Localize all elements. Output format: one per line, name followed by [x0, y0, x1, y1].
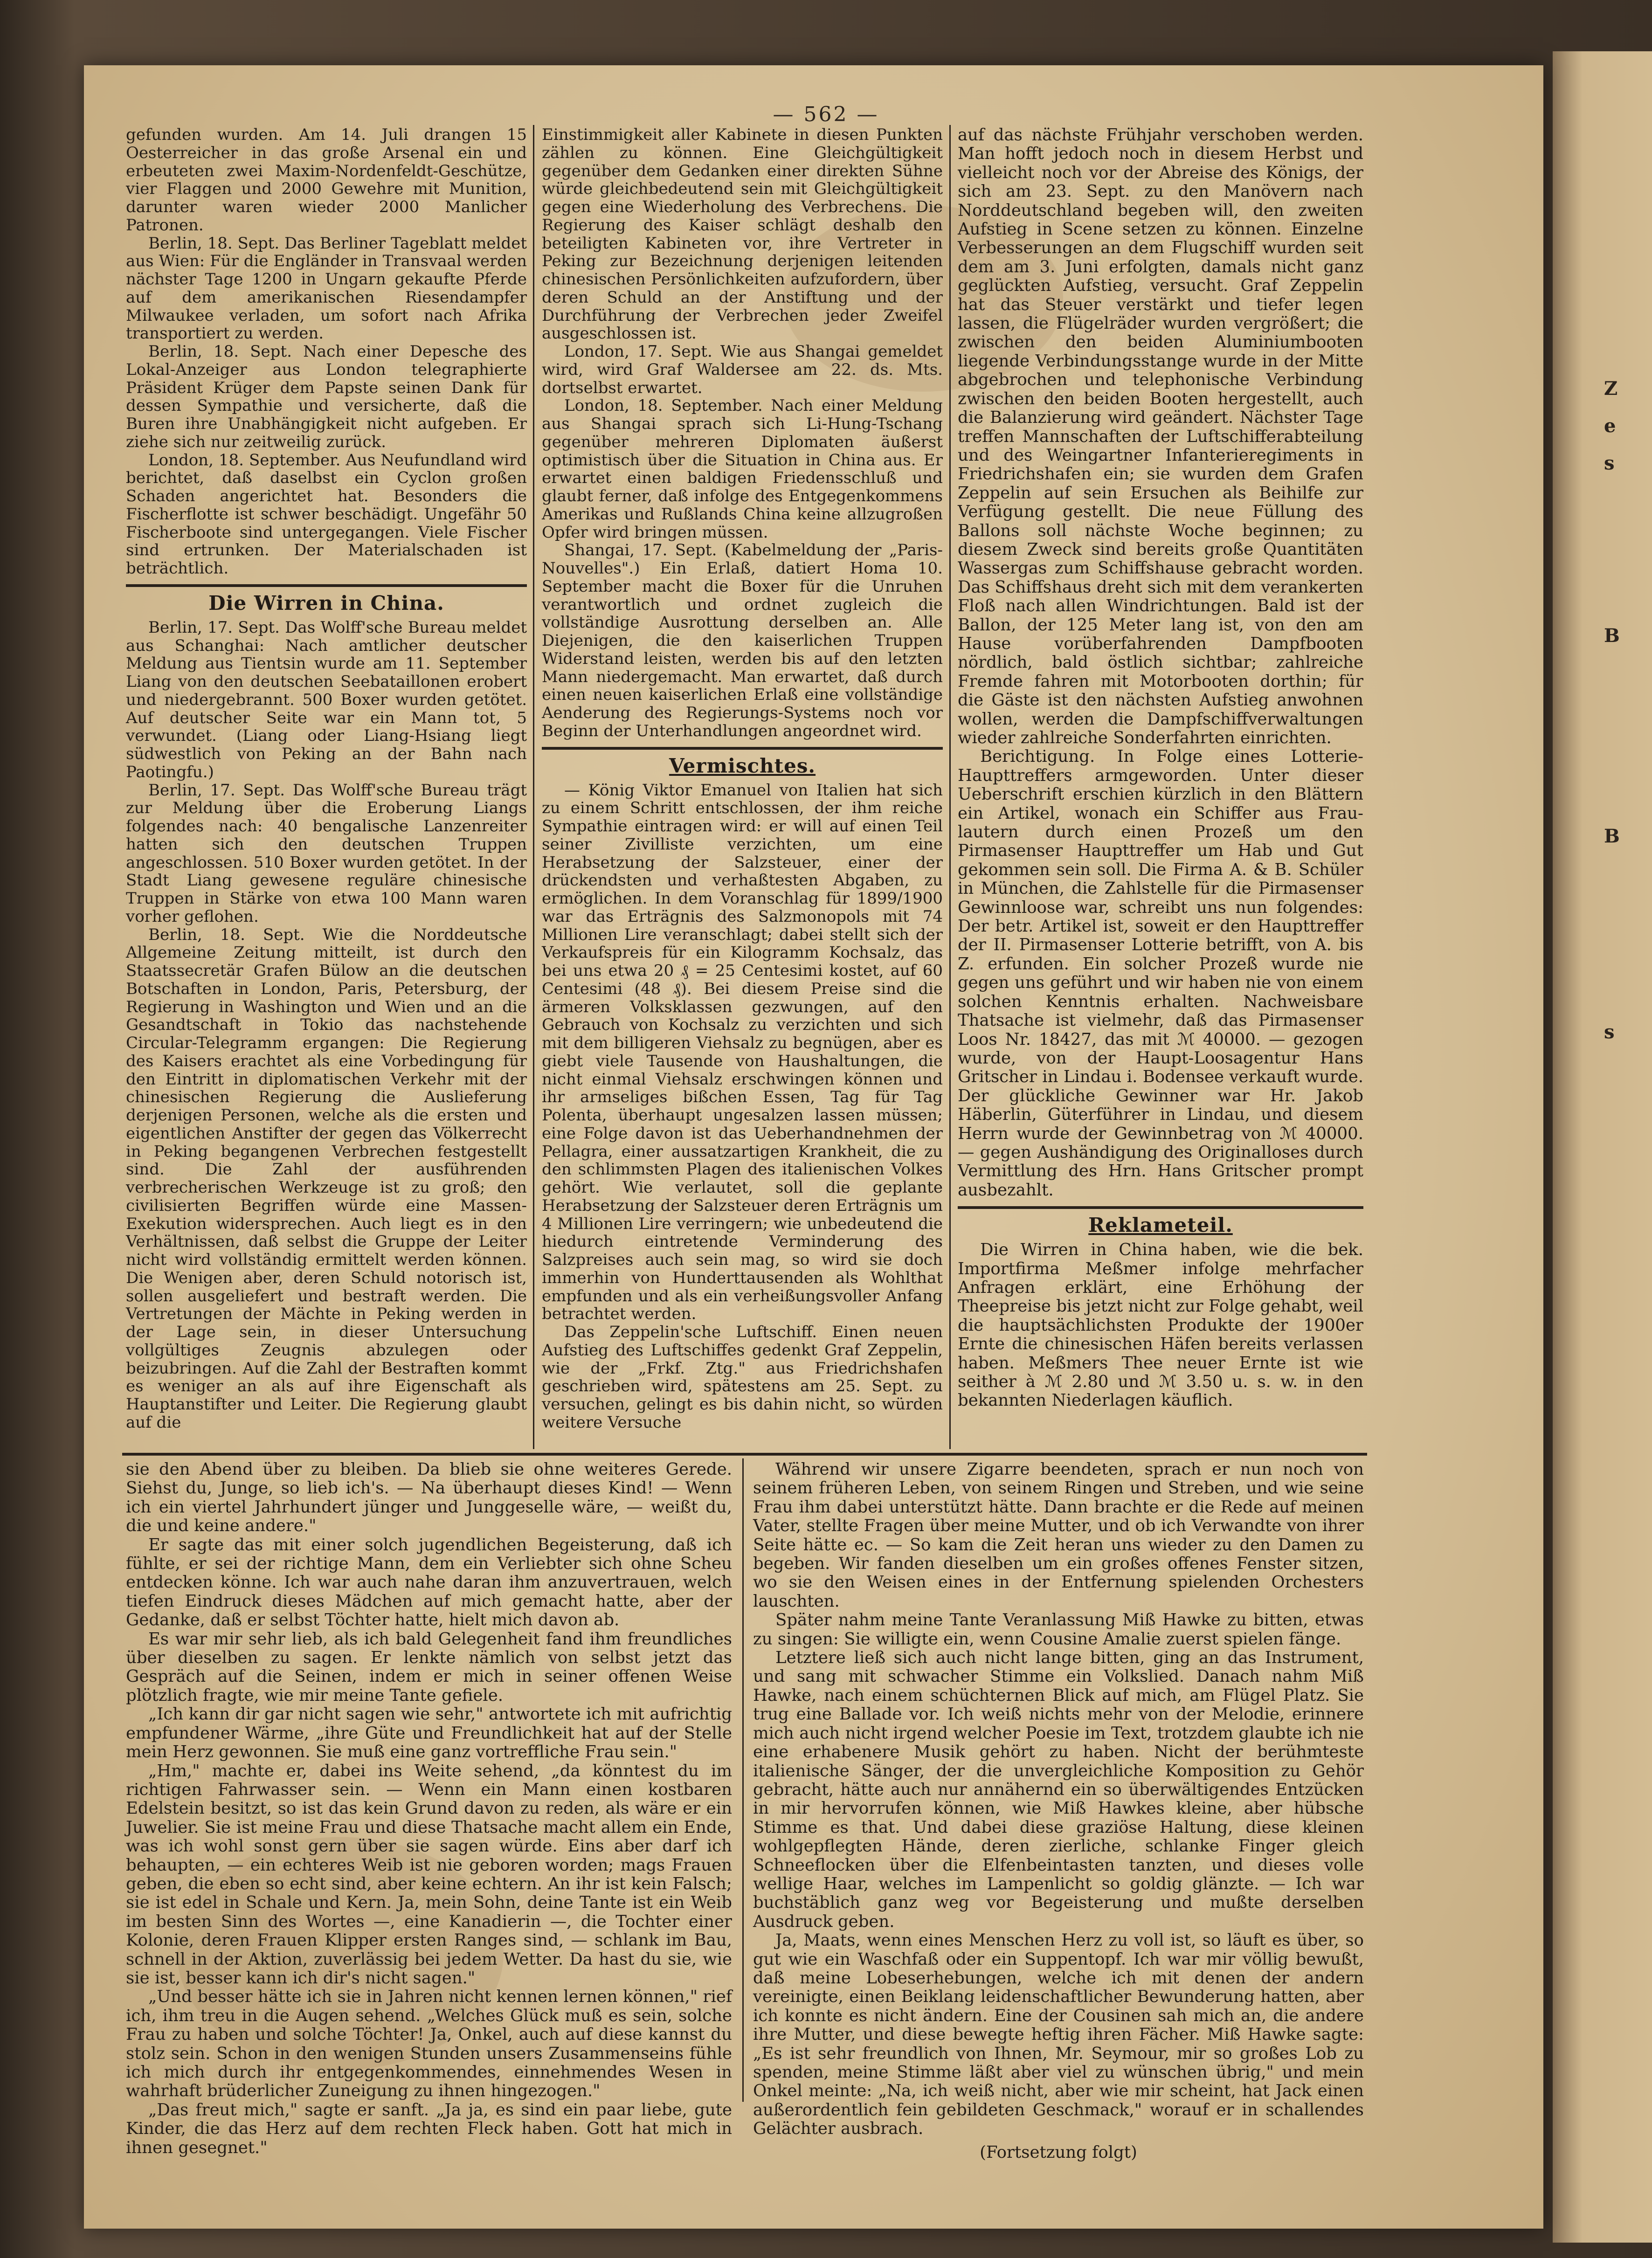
column-rule [533, 125, 534, 1449]
article-paragraph: London, 17. Sept. Wie aus Shangai gemeldet wird, wird Graf Waldersee am 22. ds. Mts. dortselbst erwartet. [542, 342, 943, 397]
article-paragraph: Das Zeppelin'sche Luftschiff. Einen neuen Aufstieg des Luftschiffes gedenkt Graf Zeppelin, wie der „Frkf. Ztg." aus Friedrichshafen geschrieben wird, spätestens am 25. Sept. zu versuchen, gelingt es bis dahin nicht, so würden weitere Versuche [542, 1323, 943, 1432]
adjacent-page-fragment: s [1604, 452, 1615, 474]
article-paragraph: Berlin, 17. Sept. Das Wolff'sche Bureau trägt zur Meldung über die Eroberung Liangs folgendes nach: 40 bengalische Lanzenreiter hatten sich den deutschen Truppen angeschlossen. 510 Boxer wurden getötet. In der Stadt Liang gewesene reguläre chinesische Truppen in Stärke von etwa 100 Mann waren vorher geflohen. [126, 780, 527, 926]
section-heading: Reklameteil. [1088, 1214, 1233, 1237]
article-paragraph: Berlin, 18. Sept. Nach einer Depesche des Lokal-Anzeiger aus London telegraphierte Präsident Krüger dem Papste seinen Dank für dessen Sympathie und versicherte, daß die Buren ihre Unabhängigkeit nicht aufgeben. Er ziehe sich nur zeitweilig zurück. [126, 342, 527, 451]
story-paragraph: sie den Abend über zu bleiben. Da blieb sie ohne weiteres Gerede. Siehst du, Junge, so lieb ich's. — Na überhaupt dieses Kind! — Wenn ich ein viertel Jahrhundert jünger und Junggeselle wäre, — weißt du, die und keine andere." [126, 1460, 732, 1536]
feuilleton-divider [122, 1453, 1367, 1456]
article-paragraph: Berlin, 18. Sept. Wie die Norddeutsche Allgemeine Zeitung mitteilt, ist durch den Staatssecretär Grafen Bülow an die deutschen Botschaften in London, Paris, Petersburg, der Regierung in Washington und Wien und an die Gesandtschaft in Tokio das nachstehende Circular-Telegramm ergangen: Die Regierung des Kaisers erachtet als eine Vorbedingung für den Eintritt in diplomatischen Verkehr mit der chinesischen Regierung die Auslieferung derjenigen Personen, welche als die ersten und eigentlichen Anstifter der gegen das Völkerrecht in Peking begangenen Verbrechen festgestellt sind. Die Zahl der ausführenden verbrecherischen Werkzeuge ist zu groß; den civilisierten Begriffen würde eine Massen-Exekution widersprechen. Auch liegt es in den Verhältnissen, daß selbst die Gruppe der Leiter nicht wird vollständig ermittelt werden können. Die Wenigen aber, deren Schuld notorisch ist, sollen ausgeliefert und bestraft werden. Die Vertretungen der Mächte in Peking werden in der Lage sein, in dieser Untersuchung vollgültiges Zeugnis abzulegen oder beizubringen. Auf die Zahl der Bestraften kommt es weniger an als auf ihre Eigenschaft als Hauptanstifter und Leiter. Die Regierung glaubt auf die [126, 925, 527, 1432]
column-2 [542, 126, 943, 1432]
story-paragraph: Letztere ließ sich auch nicht lange bitten, ging an das Instrument, und sang mit schwacher Stimme ein Volkslied. Danach nahm Miß Hawke, nach einem schüchternen Blick auf mich, am Flügel Platz. Sie trug eine Ballade vor. Ich weiß nichts mehr von der Melodie, erinnere mich auch nicht irgend welcher Poesie im Text, trotzdem glaubte ich nie eine erhabenere Musik gehört zu haben. Nicht der berühmteste italienische Sänger, der die unvergleichliche Komposition zu Gehör gebracht, hätte auch nur annähernd ein so überwältigendes Entzücken in mir hervorrufen können, wie Miß Hawkes kleine, aber hübsche Stimme es that. Und dabei diese graziöse Haltung, diese kleinen wohlgepflegten Hände, deren zierliche, schlanke Finger gleich Schneeflocken über die Elfenbeintasten tanzten, und dieses volle wellige Haar, welches im Lampenlicht so goldig glänzte. — Ich war buchstäblich ganz weg vor Begeisterung und mußte derselben Ausdruck geben. [753, 1648, 1364, 1931]
adjacent-page-edge [1553, 51, 1652, 2243]
feuilleton-right [753, 1460, 1364, 2162]
adjacent-page-fragment: Z [1604, 378, 1618, 400]
article-paragraph: auf das nächste Frühjahr verschoben werden. Man hofft jedoch noch in diesem Herbst und vielleicht noch vor der Abreise des Königs, der sich am 23. Sept. zu den Manövern nach Norddeutschland begeben will, den zweiten Aufstieg in Scene setzen zu können. Einzelne Verbesserungen an dem Flugschiff wurden seit dem am 3. Juni erfolgten, damals nicht ganz geglückten Aufstieg, versucht. Graf Zeppelin hat das Steuer verstärkt und tiefer legen lassen, die Flügelräder wurden vergrößert; die zwischen den beiden Aluminiumbooten liegende Verbindungsstange wurde in der Mitte abgebrochen und telephonische Verbindung zwischen den beiden Booten hergestellt, auch die Balanzierung wird geändert. Nächster Tage treffen Mannschaften der Luftschifferabteilung und des Weingartner Infanterieregiments in Friedrichshafen ein; sie wurden dem Grafen Zeppelin auf sein Ersuchen als Beihilfe zur Verfügung gestellt. Die neue Füllung des Ballons soll nächste Woche beginnen; zu diesem Zweck sind bereits große Quantitäten Wassergas zum Schiffshause gebracht worden. Das Schiffshaus dreht sich mit dem verankerten Floß nach allen Windrichtungen. Bald ist der Ballon, der 125 Meter lang ist, von den am Hause vorüberfahrenden Dampfbooten nördlich, bald östlich sichtbar; zahlreiche Fremde fahren mit Motorbooten dorthin; für die Gäste ist den nächsten Aufstieg anwohnen wollen, werden die Dampfschiffverwaltungen wieder zahlreiche Sonderfahrten einrichten. [958, 125, 1363, 747]
section-heading: Vermischtes. [669, 754, 816, 777]
story-paragraph: Er sagte das mit einer solch jugendlichen Begeisterung, daß ich fühlte, er sei der richtige Mann, dem ein Verliebter sich ohne Scheu entdecken könne. Ich war auch nahe daran ihm anzuvertrauen, welch tiefen Eindruck dieses Mädchen auf mich gemacht hatte, aber der Gedanke, daß er selbst Töchter hatte, hielt mich davon ab. [126, 1535, 732, 1630]
adjacent-page-fragment: s [1604, 1021, 1615, 1043]
column-3 [958, 126, 1363, 1410]
story-paragraph: Später nahm meine Tante Veranlassung Miß Hawke zu bitten, etwas zu singen: Sie willigte ein, wenn Cousine Amalie zuerst spielen fänge. [753, 1610, 1364, 1649]
column-rule [949, 125, 951, 1449]
page-number: — 562 — [773, 103, 879, 126]
column-rule [742, 1458, 744, 2102]
story-paragraph: „Ich kann dir gar nicht sagen wie sehr," antwortete ich mit aufrichtig empfundener Wärme, „ihre Güte und Freundlichkeit hat auf der Stelle mein Herz gewonnen. Sie muß eine ganz vortreffliche Frau sein." [126, 1705, 732, 1762]
article-paragraph: gefunden wurden. Am 14. Juli drangen 15 Oesterreicher in das große Arsenal ein und erbeuteten zwei Maxim-Nordenfeldt-Geschütze, vier Flaggen und 2000 Gewehre mit Munition, darunter waren wieder 2000 Manlicher Patronen. [126, 125, 527, 235]
article-paragraph: Berichtigung. In Folge eines Lotterie-Haupttreffers armgeworden. Unter dieser Ueberschrift erschien kürzlich in den Blättern ein Artikel, wonach ein Schiffer aus Frau-lautern durch einen Prozeß um den Pirmasenser Haupttreffer um Hab und Gut gekommen sein soll. Die Firma A. & B. Schüler in München, die Zahlstelle für die Pirmasenser Gewinnloose war, schreibt uns nun folgendes: Der betr. Artikel ist, soweit er den Haupttreffer der II. Pirmasenser Lotterie betrifft, von A. bis Z. erfunden. Ein solcher Prozeß wurde nie gegen uns geführt und wir haben nie von einem solchen Kenntnis erhalten. Nachweisbare Thatsache ist vielmehr, daß das Pirmasenser Loos Nr. 18427, das mit ℳ 40000. — gezogen wurde, von der Haupt-Loosagentur Hans Gritscher in Lindau i. Bodensee verkauft wurde. Der glückliche Gewinner war Hr. Jakob Häberlin, Güterführer in Lindau, und diesem Herrn wurde der Gewinnbetrag von ℳ 40000. — gegen Aushändigung des Originalloses durch Vermittlung des Hrn. Hans Gritscher prompt ausbezahlt. [958, 747, 1363, 1200]
section-rule [542, 747, 943, 750]
adjacent-page-fragment: B [1604, 625, 1620, 647]
continuation-note: (Fortsetzung folgt) [980, 2142, 1137, 2162]
section-heading: Die Wirren in China. [208, 591, 444, 615]
article-paragraph: Einstimmigkeit aller Kabinete in diesen Punkten zählen zu können. Eine Gleichgültigkeit gegenüber dem Gedanken einer direkten Sühne würde gleichbedeutend sein mit Gleichgültigkeit gegen eine Wiederholung des Verbrechens. Die Regierung des Kaiser schlägt deshalb den beteiligten Kabineten vor, ihre Vertreter in Peking zur Bezeichnung derjenigen leitenden chinesischen Persönlichkeiten aufzufordern, über deren Schuld an der Anstiftung und der Durchführung der Verbrechen jeder Zweifel ausgeschlossen ist. [542, 125, 943, 343]
adjacent-page-fragment: e [1604, 415, 1616, 437]
section-rule [126, 584, 527, 587]
story-paragraph: „Das freut mich," sagte er sanft. „Ja ja, es sind ein paar liebe, gute Kinder, die das Herz auf dem rechten Fleck haben. Gott hat mich in ihnen gesegnet." [126, 2100, 732, 2157]
story-paragraph: Während wir unsere Zigarre beendeten, sprach er nun noch von seinem früheren Leben, von seinem Ringen und Streben, und wie seine Frau ihm dabei unterstützt hätte. Dann brachte er die Rede auf meinen Vater, stellte Fragen über meine Mutter, und ob ich Verwandte von ihrer Seite hätte ec. — So kam die Zeit heran uns wieder zu den Damen zu begeben. Wir fanden dieselben um ein großes offenes Fenster sitzen, wo sie den Weisen eines in der Entfernung spielenden Orchesters lauschten. [753, 1460, 1364, 1611]
article-paragraph: Die Wirren in China haben, wie die bek. Importfirma Meßmer infolge mehrfacher Anfragen erklärt, eine Erhöhung der Theepreise bis jetzt nicht zur Folge gehabt, weil die hauptsächlichsten Produkte der 1900er Ernte die chinesischen Häfen bereits verlassen haben. Meßmers Thee neuer Ernte ist wie seither à ℳ 2.80 und ℳ 3.50 u. s. w. in den bekannten Niederlagen käuflich. [958, 1240, 1363, 1410]
article-paragraph: London, 18. September. Aus Neufundland wird berichtet, daß daselbst ein Cyclon großen Schaden angerichtet hat. Besonders die Fischerflotte ist schwer beschädigt. Ungefähr 50 Fischerboote sind untergegangen. Viele Fischer sind ertrunken. Der Materialschaden ist beträchtlich. [126, 450, 527, 578]
column-1 [126, 126, 527, 1432]
story-paragraph: Ja, Maats, wenn eines Menschen Herz zu voll ist, so läuft es über, so gut wie ein Waschfaß oder ein Suppentopf. Ich war mir völlig bewußt, daß meine Lobeserhebungen, welche ich mit denen der andern vereinigte, einen Beiklang leidenschaftlicher Bewunderung hatten, aber ich konnte es nicht ändern. Eine der Cousinen sah mich an, die andere ihre Mutter, und diese bewegte heftig ihren Fächer. Miß Hawke sagte: „Es ist sehr freundlich von Ihnen, Mr. Seymour, mir so großes Lob zu spenden, meine Stimme läßt aber viel zu wünschen übrig," und mein Onkel meinte: „Na, ich weiß nicht, aber wie mir scheint, hat Jack einen außerordentlich fein gebildeten Geschmack," worauf er in schallendes Gelächter ausbrach. [753, 1931, 1364, 2139]
article-paragraph: London, 18. September. Nach einer Meldung aus Shangai sprach sich Li-Hung-Tschang gegenüber mehreren Diplomaten äußerst optimistisch über die Situation in China aus. Er erwartet einen baldigen Friedensschluß und glaubt ferner, daß infolge des Entgegenkommens Amerikas und Rußlands China keine allzugroßen Opfer wird bringen müssen. [542, 396, 943, 542]
story-paragraph: Es war mir sehr lieb, als ich bald Gelegenheit fand ihm freundliches über dieselben zu sagen. Er lenkte nämlich von selbst jetzt das Gespräch auf die Seinen, indem er mich in seiner offenen Weise plötzlich fragte, wie mir meine Tante gefiele. [126, 1629, 732, 1705]
adjacent-page-fragment: B [1604, 825, 1620, 847]
story-paragraph: „Und besser hätte ich sie in Jahren nicht kennen lernen können," rief ich, ihm treu in die Augen sehend. „Welches Glück muß es sein, solche Frau zu haben und solche Töchter! Ja, Onkel, auch auf diese kannst du stolz sein. Schon in den wenigen Stunden unsers Zusammenseins fühle ich mich durch ihr entgegenkommendes, einnehmendes Wesen in wahrhaft brüderlicher Zuneigung zu ihnen hingezogen." [126, 1987, 732, 2101]
story-paragraph: „Hm," machte er, dabei ins Weite sehend, „da könntest du im richtigen Fahrwasser sein. — Wenn ein Mann einen kostbaren Edelstein besitzt, so ist das kein Grund davon zu reden, als wäre er ein Juwelier. Sie ist meine Frau und diese Thatsache macht allem ein Ende, was ich wohl sonst gern über sie sagen würde. Eins aber darf ich behaupten, — ein echteres Weib ist nie geboren worden; mags Frauen geben, die eben so echt sind, aber keine echtern. An ihr ist kein Falsch; sie ist edel in Schale und Kern. Ja, mein Sohn, deine Tante ist ein Weib im besten Sinn des Wortes —, eine Kanadierin —, die Tochter einer Kolonie, deren Frauen Klipper ersten Ranges sind, — schlank im Bau, schnell in der Aktion, zuverlässig bei jedem Wetter. Da hast du sie, wie sie ist, besser kann ich dir's nicht sagen." [126, 1761, 732, 1988]
article-paragraph: Berlin, 17. Sept. Das Wolff'sche Bureau meldet aus Schanghai: Nach amtlicher deutscher Meldung aus Tientsin wurde am 11. September Liang von den deutschen Seebataillonen erobert und niedergebrannt. 500 Boxer wurden getötet. Auf deutscher Seite war ein Mann tot, 5 verwundet. (Liang oder Liang-Hsiang liegt südwestlich von Peking an der Bahn nach Paotingfu.) [126, 618, 527, 781]
article-paragraph: Shangai, 17. Sept. (Kabelmeldung der „Paris-Nouvelles".) Ein Erlaß, datiert Homa 10. September macht die Boxer für die Unruhen verantwortlich und ordnet zugleich die vollständige Ausrottung derselben an. Alle Diejenigen, die den kaiserlichen Truppen Widerstand leisten, werden bis auf den letzten Mann niedergemacht. Man erwartet, daß durch einen neuen kaiserlichen Erlaß eine vollständige Aenderung des Regierungs-Systems noch vor Beginn der Unterhandlungen angeordnet wird. [542, 541, 943, 740]
article-paragraph: — König Viktor Emanuel von Italien hat sich zu einem Schritt entschlossen, der ihm reiche Sympathie eintragen wird: er will auf einen Teil seiner Zivilliste verzichten, um eine Herabsetzung der Salzsteuer, einer der drückendsten und verhaßtesten Abgaben, zu ermöglichen. In dem Voranschlag für 1899/1900 war das Erträgnis des Salzmonopols mit 74 Millionen Lire veranschlagt; dabei stellt sich der Verkaufspreis für ein Kilogramm Kochsalz, das bei uns etwa 20 ₰ = 25 Centesimi kostet, auf 60 Centesimi (48 ₰). Bei diesem Preise sind die ärmeren Volksklassen gezwungen, auf den Gebrauch von Kochsalz zu verzichten und sich mit dem billigeren Viehsalz zu begnügen, aber es giebt viele Tausende von Haushaltungen, die nicht einmal Viehsalz erschwingen können und ihr armseliges bißchen Essen, Tag für Tag Polenta, überhaupt ungesalzen lassen müssen; eine Folge davon ist das Ueberhandnehmen der Pellagra, einer aussatzartigen Krankheit, die zu den schlimmsten Plagen des italienischen Volkes gehört. Wie verlautet, soll die geplante Herabsetzung der Salzsteuer deren Erträgnis um 4 Millionen Lire verringern; wie unbedeutend die hiedurch eintretende Verminderung des Salzpreises auch sein mag, so wird sie doch immerhin von Hunderttausenden als Wohlthat empfunden und als ein verheißungsvoller Anfang betrachtet werden. [542, 780, 943, 1324]
section-rule [958, 1206, 1363, 1209]
article-paragraph: Berlin, 18. Sept. Das Berliner Tageblatt meldet aus Wien: Für die Engländer in Transvaal werden nächster Tage 1200 in Ungarn gekaufte Pferde auf dem amerikanischen Riesendampfer Milwaukee verladen, um sofort nach Afrika transportiert zu werden. [126, 234, 527, 343]
feuilleton-left [126, 1460, 732, 2157]
